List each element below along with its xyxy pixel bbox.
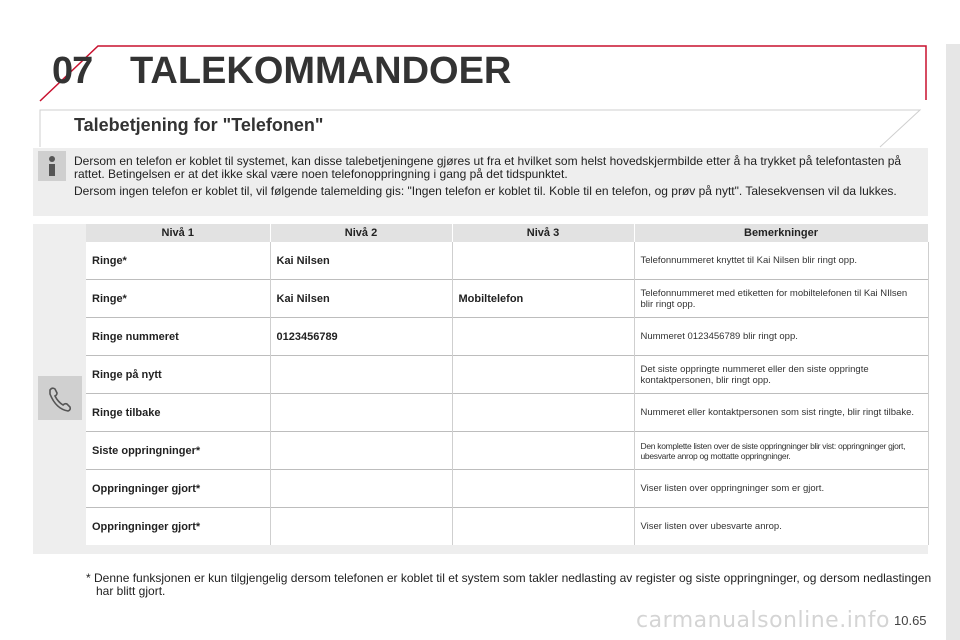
phone-icon <box>38 376 82 420</box>
cell-level-1: Oppringninger gjort* <box>86 470 270 508</box>
cell-level-3 <box>452 318 634 356</box>
cell-level-1: Ringe på nytt <box>86 356 270 394</box>
cell-remark: Viser listen over oppringninger som er gjort. <box>634 470 928 508</box>
cell-level-2 <box>270 432 452 470</box>
page-edge-bar <box>946 44 960 640</box>
cell-remark: Viser listen over ubesvarte anrop. <box>634 508 928 546</box>
table-header-row <box>86 224 928 242</box>
table-row <box>86 318 928 356</box>
info-paragraph-1: Dersom en telefon er koblet til systemet, kan disse talebetjeningene gjøres ut fra et hvilket som helst hovedskjermbilde etter å ha trykket på telefontasten på rattet. Betingelsen er at det ikke skal være noen telefonoppringning i gang på det tidspunktet. <box>74 154 902 181</box>
watermark: carmanualsonline.info <box>636 608 890 633</box>
page-title: TALEKOMMANDOER <box>130 50 512 92</box>
cell-level-3 <box>452 356 634 394</box>
cell-remark: Det siste oppringte nummeret eller den siste oppringte kontaktpersonen, blir ringt opp. <box>634 356 928 394</box>
cell-level-3 <box>452 508 634 546</box>
table-row <box>86 356 928 394</box>
footnote: * Denne funksjonen er kun tilgjengelig dersom telefonen er koblet til et system som takler nedlasting av register og siste oppringninger, og dersom nedlastingen har blitt gjort. <box>86 571 932 598</box>
cell-level-2 <box>270 470 452 508</box>
cell-level-1: Ringe* <box>86 242 270 280</box>
cell-level-3 <box>452 242 634 280</box>
info-icon <box>38 151 66 181</box>
cell-level-2: 0123456789 <box>270 318 452 356</box>
info-text <box>74 155 922 202</box>
chapter-number: 07 <box>52 50 93 92</box>
info-paragraph-2: Dersom ingen telefon er koblet til, vil følgende talemelding gis: "Ingen telefon er koblet til. Koble til en telefon, og prøv på nytt". Talesekvensen vil da lukkes. <box>74 184 897 198</box>
header-remarks: Bemerkninger <box>634 224 928 242</box>
cell-remark: Den komplette listen over de siste oppringninger blir vist: oppringninger gjort, ubesvarte anrop og mottatte oppringninger. <box>634 432 928 470</box>
cell-remark: Telefonnummeret knyttet til Kai Nilsen blir ringt opp. <box>634 242 928 280</box>
cell-level-1: Ringe nummeret <box>86 318 270 356</box>
cell-level-2 <box>270 356 452 394</box>
cell-level-3 <box>452 394 634 432</box>
cell-level-1: Ringe* <box>86 280 270 318</box>
page-number: 10.65 <box>894 613 927 628</box>
cell-remark: Nummeret 0123456789 blir ringt opp. <box>634 318 928 356</box>
table-row <box>86 508 928 546</box>
header-level-2: Nivå 2 <box>270 224 452 242</box>
cell-level-2 <box>270 394 452 432</box>
table-row <box>86 432 928 470</box>
cell-level-1: Oppringninger gjort* <box>86 508 270 546</box>
cell-level-3 <box>452 432 634 470</box>
table-row <box>86 280 928 318</box>
header-level-3: Nivå 3 <box>452 224 634 242</box>
cell-level-2: Kai Nilsen <box>270 280 452 318</box>
table-row <box>86 242 928 280</box>
cell-level-3: Mobiltelefon <box>452 280 634 318</box>
header-level-1: Nivå 1 <box>86 224 270 242</box>
cell-remark: Nummeret eller kontaktpersonen som sist ringte, blir ringt tilbake. <box>634 394 928 432</box>
table-row <box>86 394 928 432</box>
cell-level-3 <box>452 470 634 508</box>
cell-level-2: Kai Nilsen <box>270 242 452 280</box>
cell-level-1: Ringe tilbake <box>86 394 270 432</box>
cell-remark: Telefonnummeret med etiketten for mobiltelefonen til Kai NIlsen blir ringt opp. <box>634 280 928 318</box>
table-row <box>86 470 928 508</box>
section-subtitle: Talebetjening for "Telefonen" <box>74 115 324 135</box>
command-table <box>86 224 929 545</box>
cell-level-1: Siste oppringninger* <box>86 432 270 470</box>
cell-level-2 <box>270 508 452 546</box>
